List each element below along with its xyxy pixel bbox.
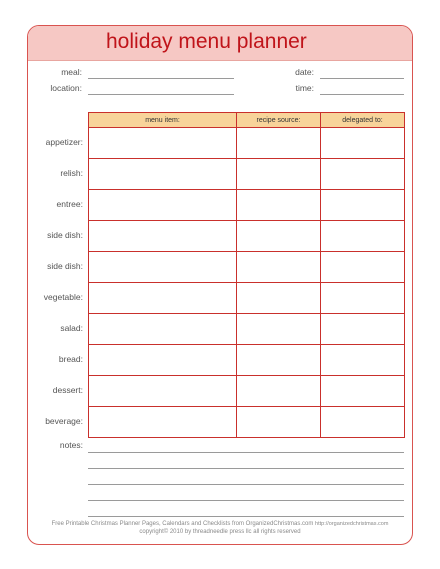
- time-label: time:: [295, 83, 314, 93]
- notes-line[interactable]: [88, 452, 404, 453]
- recipe-source-cell[interactable]: [237, 345, 321, 376]
- recipe-source-cell[interactable]: [237, 314, 321, 345]
- recipe-source-cell[interactable]: [237, 159, 321, 190]
- delegated-to-cell[interactable]: [321, 190, 405, 221]
- table-row: [89, 252, 405, 283]
- side-dish-label: side dish:: [47, 261, 83, 271]
- relish-label: relish:: [60, 168, 83, 178]
- menu-item-cell[interactable]: [89, 159, 237, 190]
- salad-label: salad:: [60, 323, 83, 333]
- table-row: [89, 376, 405, 407]
- delegated-to-cell[interactable]: [321, 314, 405, 345]
- table-row: [89, 345, 405, 376]
- menu-item-cell[interactable]: [89, 376, 237, 407]
- date-field[interactable]: [320, 78, 404, 79]
- title-bar: [28, 26, 412, 61]
- time-field[interactable]: [320, 94, 404, 95]
- recipe-source-header: recipe source:: [237, 113, 321, 128]
- notes-label: notes:: [59, 440, 83, 450]
- recipe-source-cell[interactable]: [237, 252, 321, 283]
- side-dish-label: side dish:: [47, 230, 83, 240]
- table-header-row: [89, 113, 405, 128]
- notes-line[interactable]: [88, 468, 404, 469]
- menu-item-cell[interactable]: [89, 128, 237, 159]
- delegated-to-cell[interactable]: [321, 407, 405, 438]
- table-row: [89, 128, 405, 159]
- menu-item-header: menu item:: [89, 113, 237, 128]
- notes-line[interactable]: [88, 516, 404, 517]
- delegated-to-cell[interactable]: [321, 221, 405, 252]
- recipe-source-cell[interactable]: [237, 283, 321, 314]
- menu-item-cell[interactable]: [89, 314, 237, 345]
- notes-line[interactable]: [88, 500, 404, 501]
- dessert-label: dessert:: [52, 385, 83, 395]
- table-row: [89, 283, 405, 314]
- delegated-to-cell[interactable]: [321, 376, 405, 407]
- menu-table: [88, 112, 405, 438]
- table-row: [89, 314, 405, 345]
- recipe-source-cell[interactable]: [237, 221, 321, 252]
- table-row: [89, 190, 405, 221]
- appetizer-label: appetizer:: [45, 137, 83, 147]
- entree-label: entree:: [56, 199, 83, 209]
- menu-item-cell[interactable]: [89, 252, 237, 283]
- page-title: holiday menu planner: [106, 30, 307, 53]
- footer-credit: [28, 521, 412, 527]
- delegated-to-cell[interactable]: [321, 283, 405, 314]
- footer-url[interactable]: http://organizedchristmas.com: [315, 521, 389, 527]
- table-row: [89, 221, 405, 252]
- vegetable-label: vegetable:: [43, 292, 83, 302]
- menu-item-cell[interactable]: [89, 221, 237, 252]
- delegated-to-cell[interactable]: [321, 128, 405, 159]
- footer-copyright: copyright© 2010 by threadneedle press llc all rights reserved: [139, 529, 301, 535]
- delegated-to-cell[interactable]: [321, 159, 405, 190]
- menu-item-cell[interactable]: [89, 345, 237, 376]
- recipe-source-cell[interactable]: [237, 376, 321, 407]
- date-label: date:: [295, 67, 314, 77]
- recipe-source-cell[interactable]: [237, 190, 321, 221]
- delegated-to-header: delegated to:: [321, 113, 405, 128]
- delegated-to-cell[interactable]: [321, 252, 405, 283]
- bread-label: bread:: [58, 354, 83, 364]
- location-field[interactable]: [88, 94, 234, 95]
- table-row: [89, 407, 405, 438]
- location-label: location:: [50, 83, 82, 93]
- menu-item-cell[interactable]: [89, 407, 237, 438]
- footer-text: Free Printable Christmas Planner Pages, Calendars and Checklists from OrganizedChristmas.com: [51, 521, 314, 527]
- recipe-source-cell[interactable]: [237, 407, 321, 438]
- notes-line[interactable]: [88, 484, 404, 485]
- planner-frame: [27, 25, 413, 545]
- meal-field[interactable]: [88, 78, 234, 79]
- recipe-source-cell[interactable]: [237, 128, 321, 159]
- menu-item-cell[interactable]: [89, 283, 237, 314]
- table-row: [89, 159, 405, 190]
- beverage-label: beverage:: [45, 416, 83, 426]
- delegated-to-cell[interactable]: [321, 345, 405, 376]
- meal-label: meal:: [61, 67, 82, 77]
- menu-item-cell[interactable]: [89, 190, 237, 221]
